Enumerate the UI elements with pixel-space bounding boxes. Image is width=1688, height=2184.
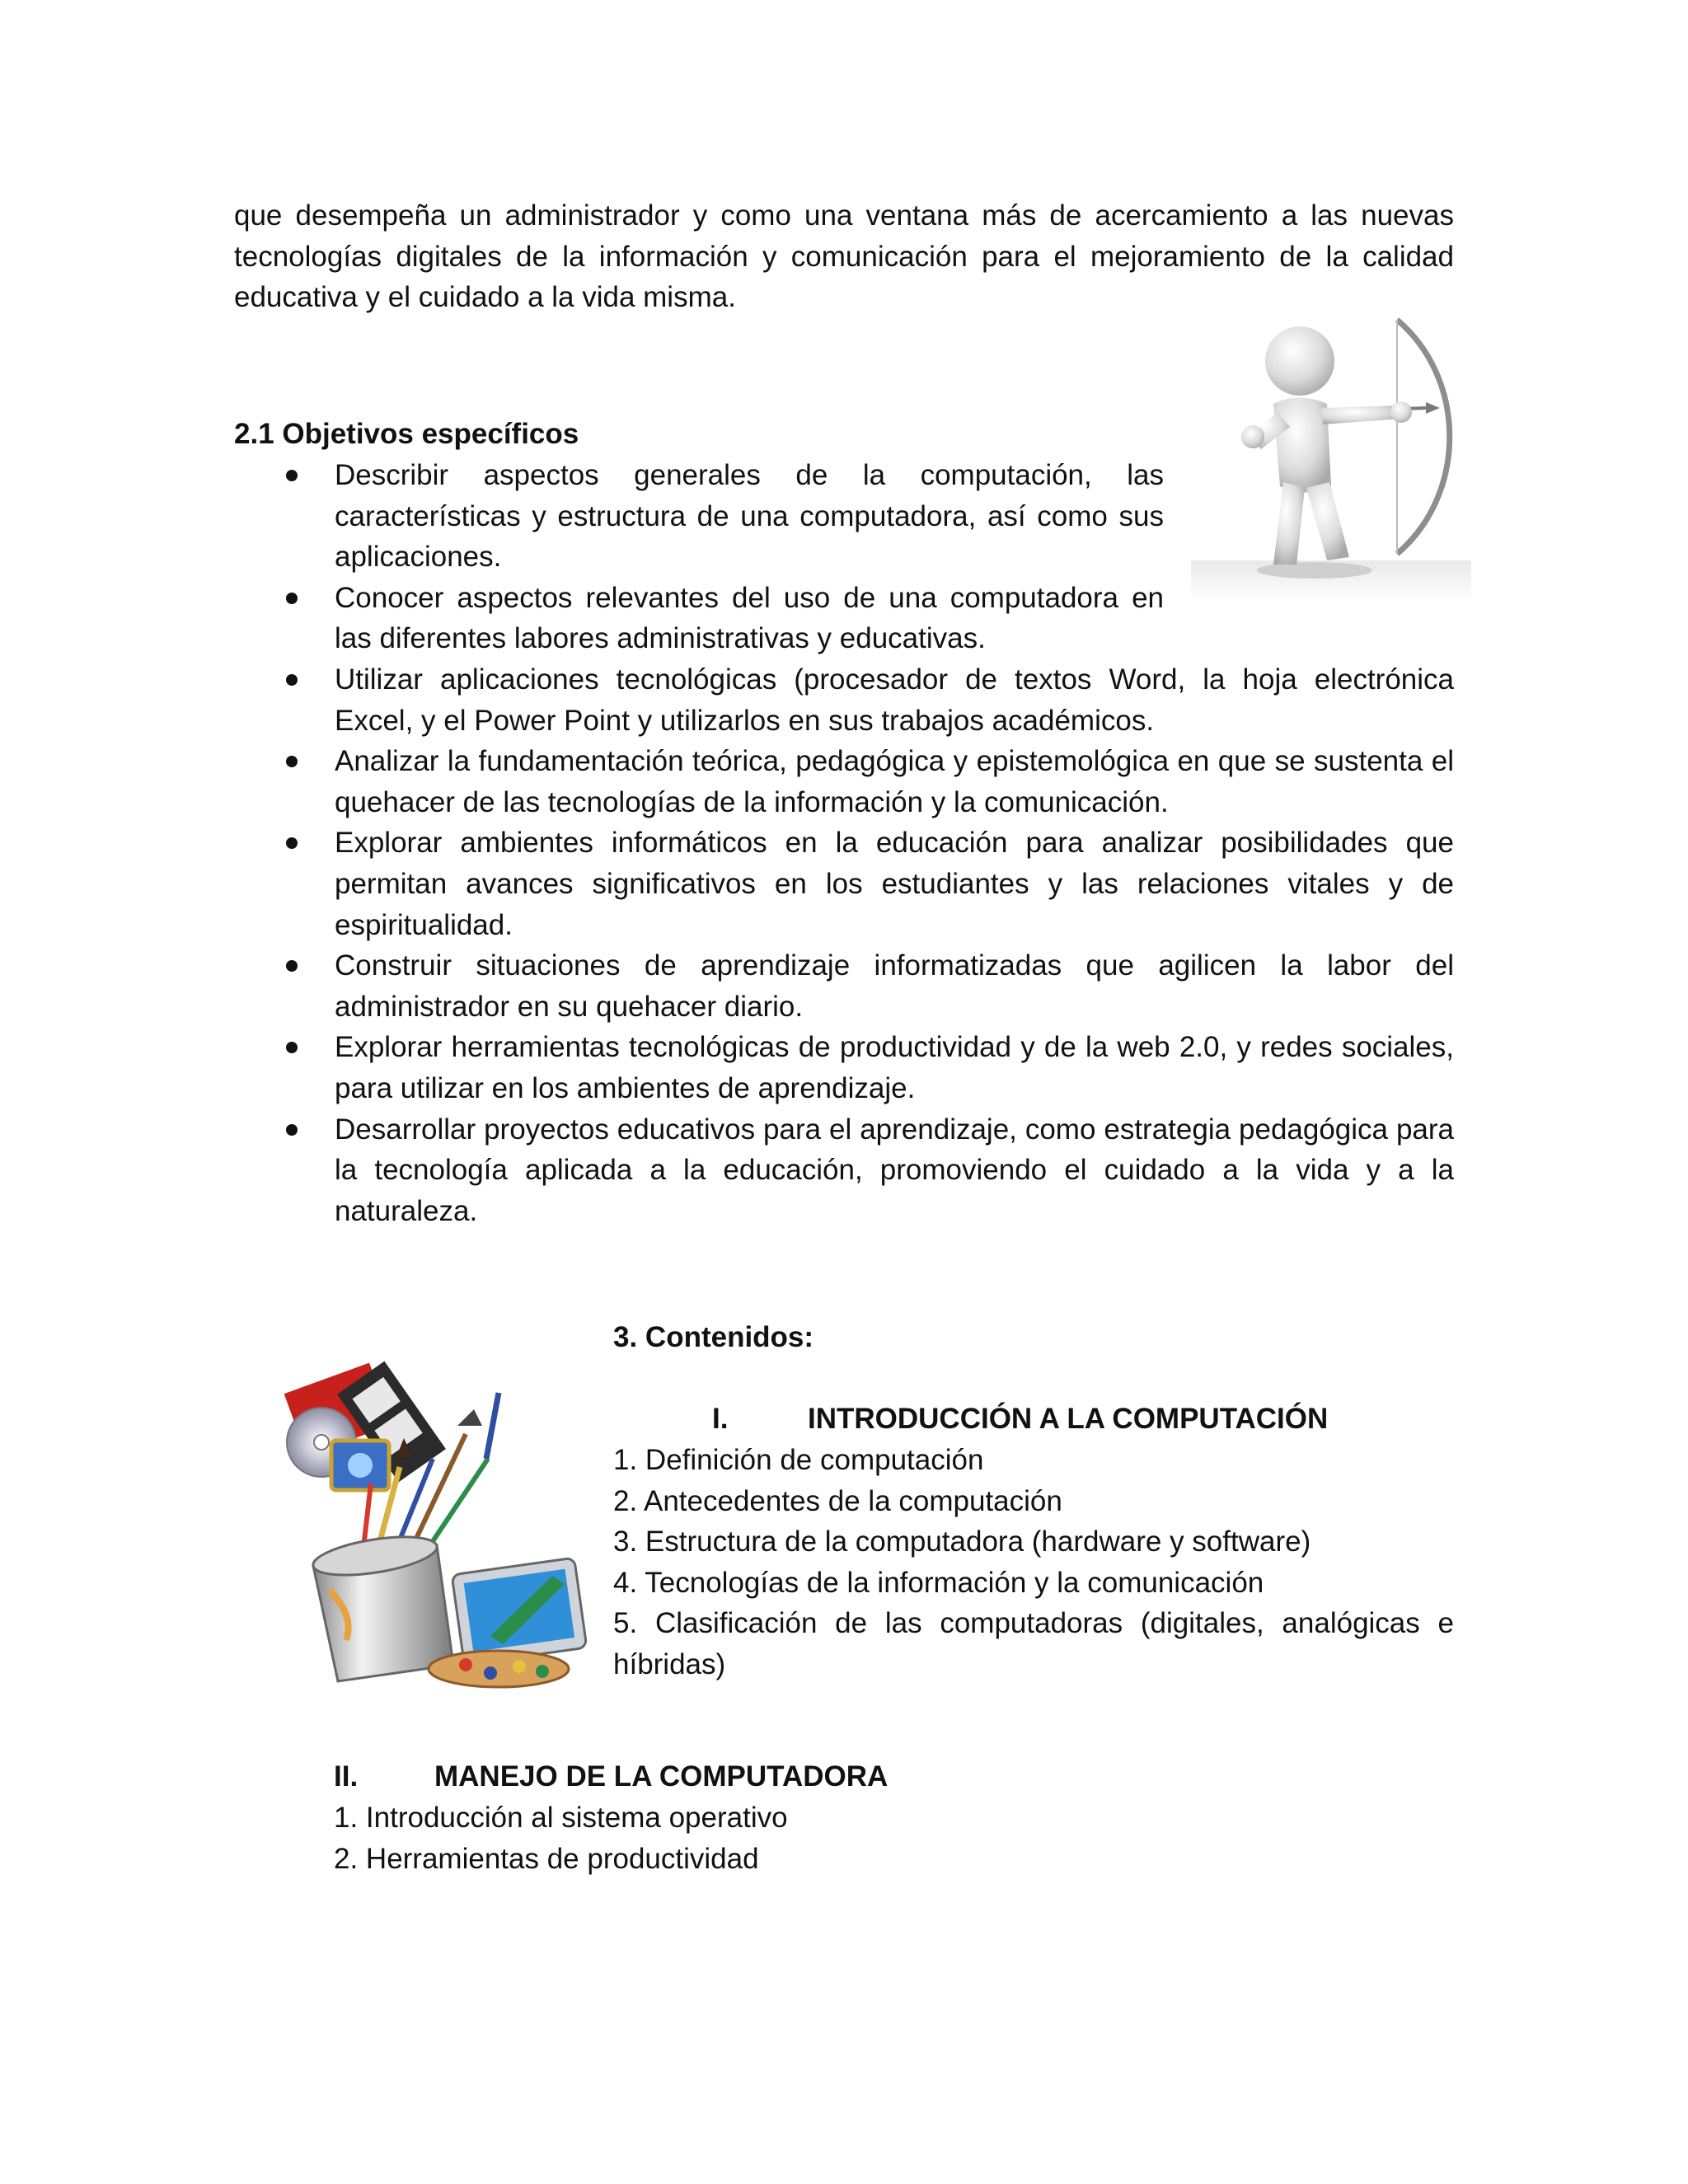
- section-1-title: INTRODUCCIÓN A LA COMPUTACIÓN: [808, 1403, 1329, 1435]
- content-item: 1. Introducción al sistema operativo: [334, 1802, 788, 1834]
- section-1-numeral: I.: [712, 1403, 729, 1435]
- section-2-title: MANEJO DE LA COMPUTADORA: [434, 1760, 889, 1793]
- content-item: 4. Tecnologías de la información y la comunicación: [613, 1566, 1264, 1599]
- bullet-icon: [286, 593, 298, 604]
- section-2-heading: [334, 1756, 888, 1797]
- bullet-icon: [286, 470, 298, 481]
- section-1-heading: [712, 1399, 1328, 1440]
- objective-item: Construir situaciones de aprendizaje informatizadas que agilicen la labor del administrador en su quehacer diario.: [234, 945, 1454, 1027]
- section-2-numeral: II.: [334, 1760, 359, 1793]
- intro-line: que desempeña un administrador y como una ventana más de acercamiento a las nuevas: [234, 199, 1454, 232]
- objectives-list: [234, 455, 1454, 1231]
- bullet-icon: [286, 674, 298, 686]
- section-2-list: [334, 1797, 788, 1879]
- intro-line: tecnologías digitales de la información y comunicación para el mejoramiento de la calidad: [234, 240, 1454, 273]
- objective-item: Describir aspectos generales de la computación, las características y estructura de una computadora, así como sus aplicaciones.: [234, 455, 1454, 578]
- bullet-icon: [286, 1042, 298, 1053]
- objective-item: Conocer aspectos relevantes del uso de una computadora en las diferentes labores administrativas y educativas.: [234, 578, 1454, 659]
- objective-item: Utilizar aplicaciones tecnológicas (procesador de textos Word, la hoja electrónica Excel, y el Power Point y utilizarlos en sus trabajos académicos.: [234, 659, 1454, 741]
- content-item: 5. Clasificación de las computadoras (digitales, analógicas e híbridas): [613, 1607, 1454, 1680]
- objective-item: Explorar herramientas tecnológicas de productividad y de la web 2.0, y redes sociales, para utilizar en los ambientes de aprendizaje.: [234, 1027, 1454, 1108]
- objectives-heading: 2.1 Objetivos específicos: [234, 418, 579, 450]
- content-item: 1. Definición de computación: [613, 1444, 984, 1476]
- section-1-list: [613, 1440, 1454, 1685]
- objective-item: Explorar ambientes informáticos en la educación para analizar posibilidades que permitan avances significativos en los estudiantes y las relaciones vitales y de espiritualidad.: [234, 823, 1454, 945]
- content-item: 3. Estructura de la computadora (hardware y software): [613, 1526, 1311, 1558]
- content-item: 2. Antecedentes de la computación: [613, 1484, 1062, 1517]
- art-supplies-image: [280, 1343, 598, 1690]
- bullet-icon: [286, 756, 298, 767]
- intro-paragraph: [234, 195, 1454, 318]
- intro-line: educativa y el cuidado a la vida misma.: [234, 281, 736, 314]
- objective-item: Desarrollar proyectos educativos para el aprendizaje, como estrategia pedagógica para la tecnología aplicada a la educación, promoviendo el cuidado a la vida y a la naturaleza.: [234, 1109, 1454, 1232]
- contents-heading: 3. Contenidos:: [613, 1321, 814, 1353]
- bullet-icon: [286, 837, 298, 849]
- bullet-icon: [286, 960, 298, 972]
- objective-item: Analizar la fundamentación teórica, pedagógica y epistemológica en que se sustenta el quehacer de las tecnologías de la información y la comunicación.: [234, 741, 1454, 823]
- content-item: 2. Herramientas de productividad: [334, 1842, 759, 1875]
- bullet-icon: [286, 1124, 298, 1136]
